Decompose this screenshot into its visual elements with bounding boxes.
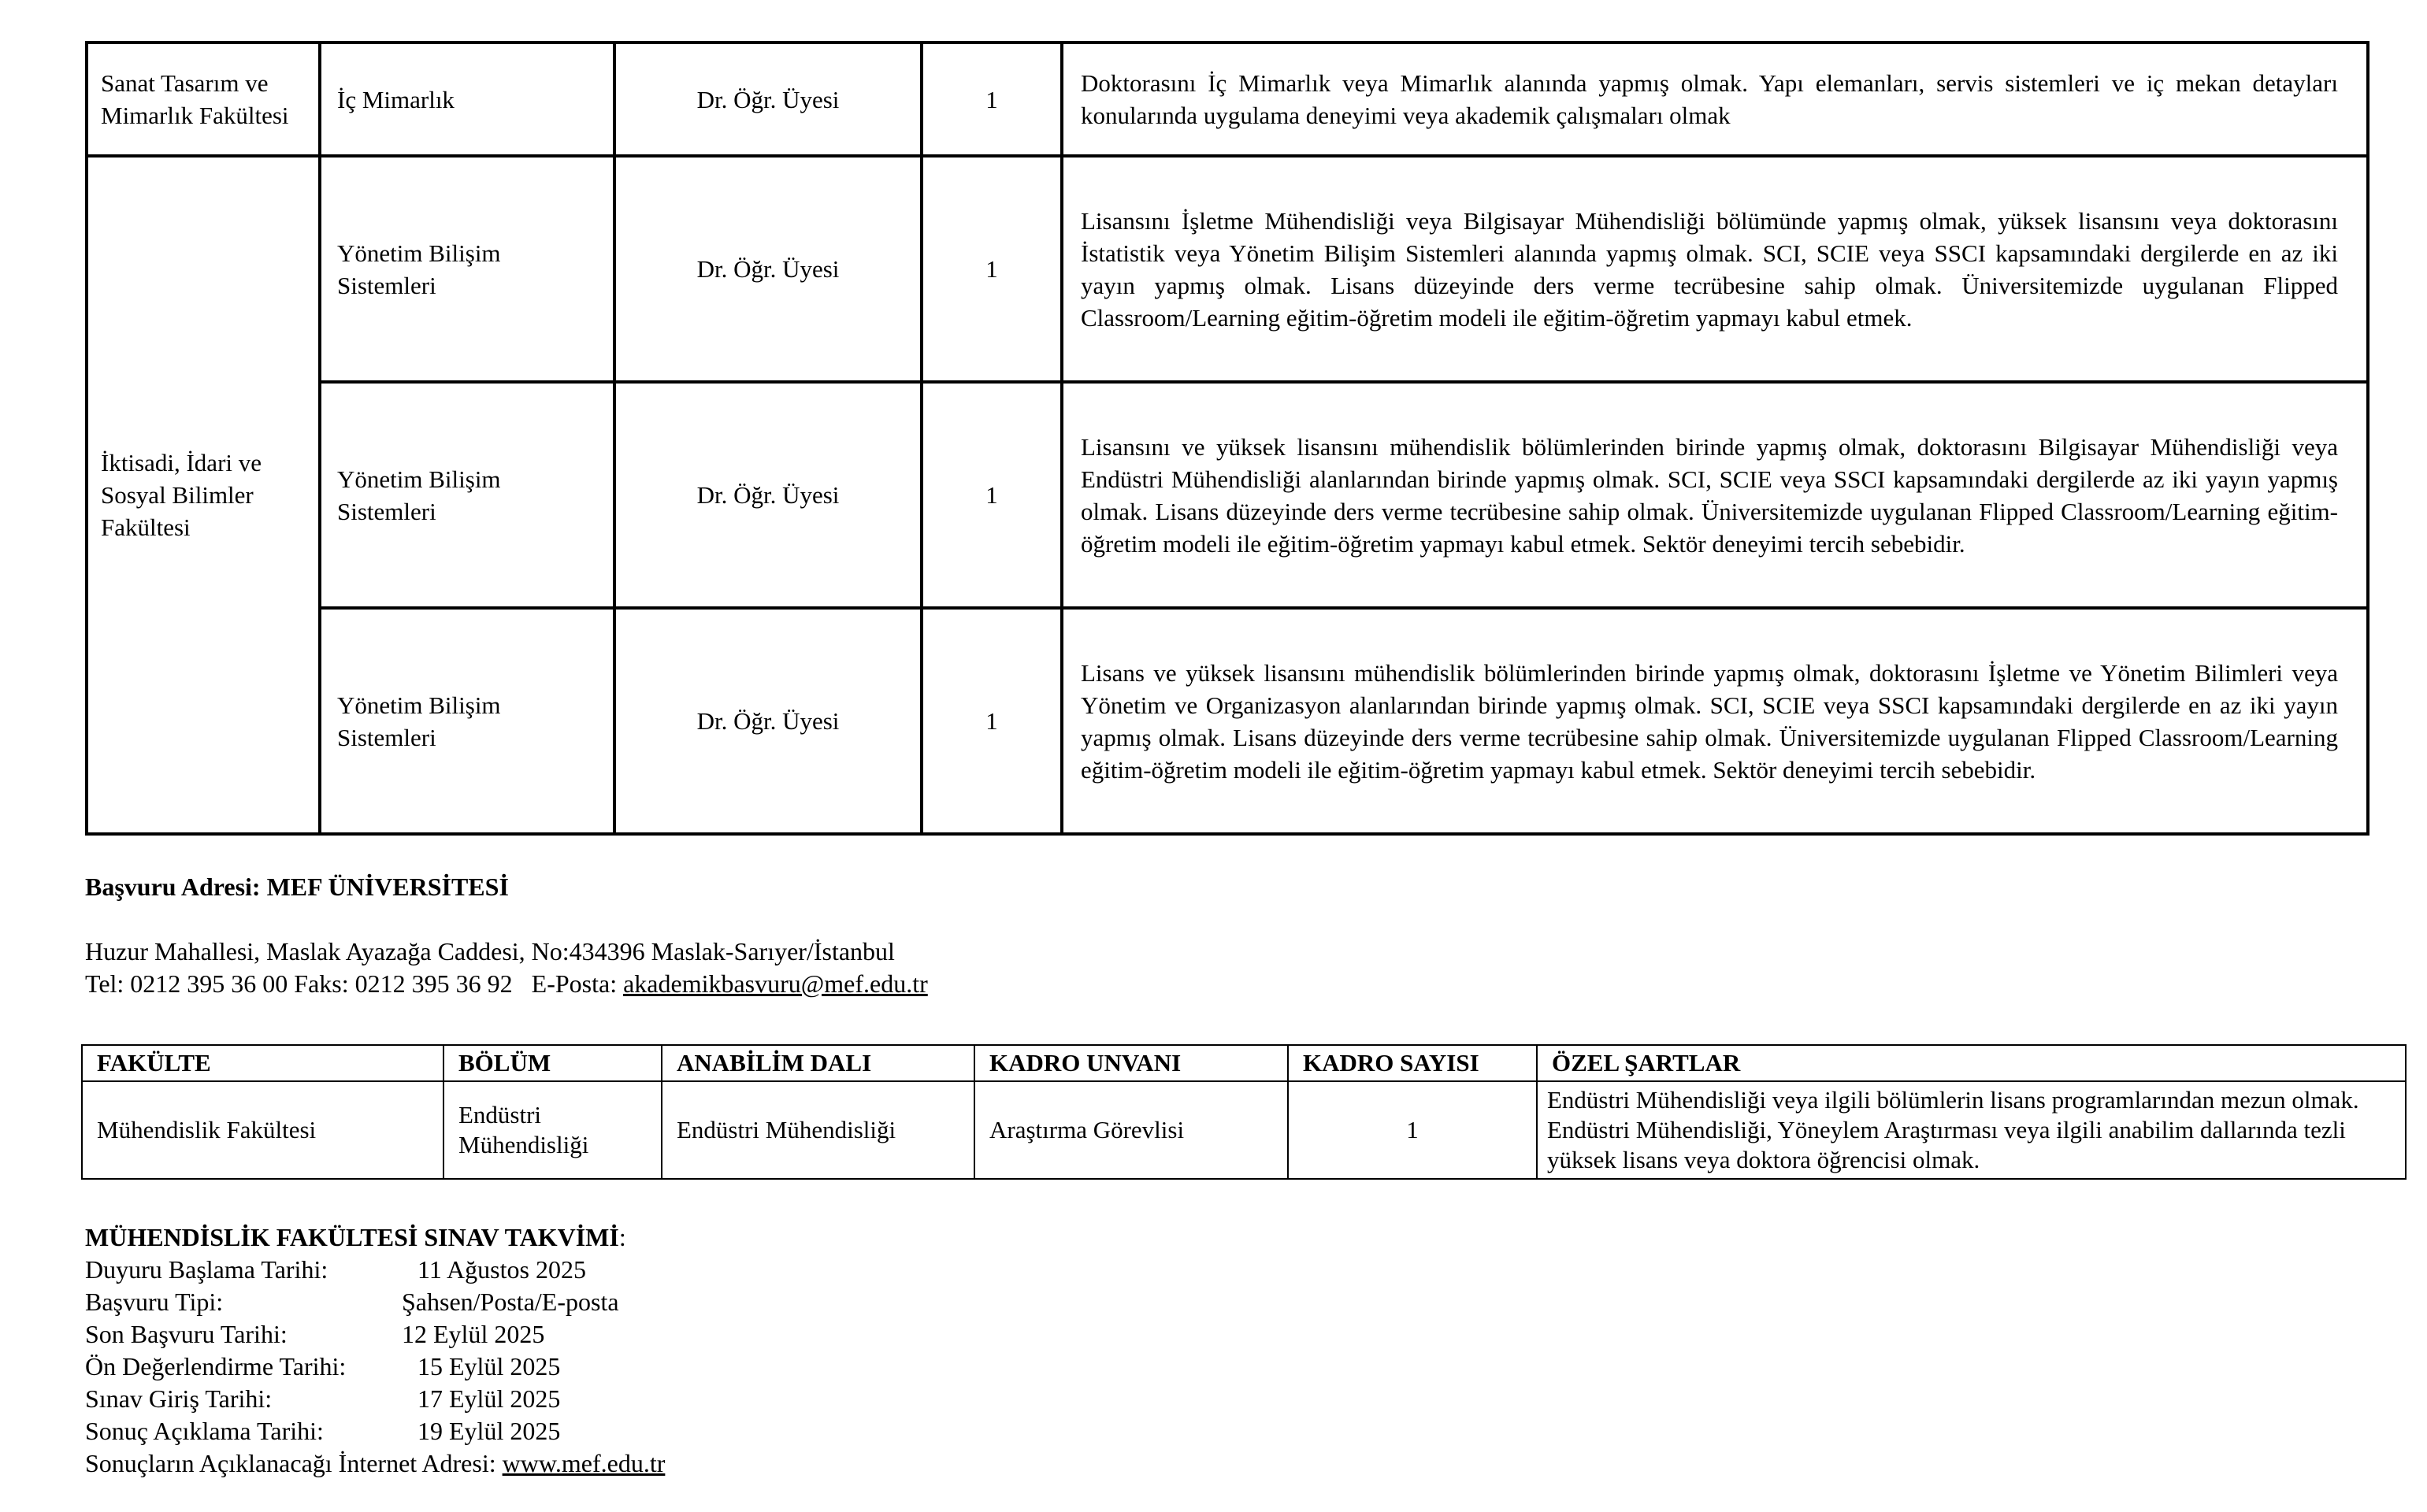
table-row <box>87 608 2368 834</box>
column-header: BÖLÜM <box>443 1045 662 1081</box>
discipline-cell: Endüstri Mühendisliği <box>662 1081 974 1179</box>
schedule-label: Sınav Giriş Tarihi: <box>85 1384 273 1413</box>
column-header: ANABİLİM DALI <box>662 1045 974 1081</box>
title-cell: Dr. Öğr. Üyesi <box>614 156 922 382</box>
column-header: FAKÜLTE <box>82 1045 443 1081</box>
department-cell: Yönetim Bilişim Sistemleri <box>320 382 614 608</box>
address-line: Huzur Mahallesi, Maslak Ayazağa Caddesi, No:434396 Maslak-Sarıyer/İstanbul <box>85 937 895 965</box>
table-header-row <box>82 1045 2406 1081</box>
schedule-item <box>85 1384 560 1414</box>
department-cell: İç Mimarlık <box>320 43 614 156</box>
table-row <box>82 1081 2406 1179</box>
title-cell: Dr. Öğr. Üyesi <box>614 43 922 156</box>
schedule-value: 12 Eylül 2025 <box>402 1320 545 1348</box>
title-cell: Dr. Öğr. Üyesi <box>614 382 922 608</box>
positions-table <box>85 41 2369 836</box>
schedule-value: 17 Eylül 2025 <box>417 1384 561 1413</box>
schedule-item <box>85 1417 560 1446</box>
faculty-cell: İktisadi, İdari ve Sosyal Bilimler Fakültesi <box>87 156 320 834</box>
application-address-heading: Başvuru Adresi: MEF ÜNİVERSİTESİ <box>85 873 509 901</box>
column-header: ÖZEL ŞARTLAR <box>1537 1045 2406 1081</box>
phone-fax-text: Tel: 0212 395 36 00 Faks: 0212 395 36 92 E-Posta: <box>85 969 624 998</box>
schedule-item <box>85 1320 544 1349</box>
requirements-cell: Lisansını İşletme Mühendisliği veya Bilgisayar Mühendisliği bölümünde yapmış olmak, yüksek lisansını veya doktorasını İstatistik veya Yönetim Bilişim Sistemleri alanında yapmış olmak. SCI, SCIE veya SSCI kapsamındaki dergilerde en az iki yayın yapmış olmak. Lisans düzeyinde ders verme tecrübesine sahip olmak. Üniversitemizde uygulanan Flipped Classroom/Learning eğitim-öğretim modeli ile eğitim-öğretim yapmayı kabul etmek. <box>1062 156 2368 382</box>
schedule-value: 15 Eylül 2025 <box>417 1352 561 1380</box>
email-link[interactable]: akademikbasvuru@mef.edu.tr <box>623 969 928 998</box>
department-cell: Endüstri Mühendisliği <box>443 1081 662 1179</box>
count-cell: 1 <box>1288 1081 1537 1179</box>
exam-schedule-heading <box>85 1223 626 1252</box>
requirements-cell: Lisans ve yüksek lisansını mühendislik bölümlerinden birinde yapmış olmak, doktorasını İşletme ve Yönetim Bilimleri veya Yönetim ve Organizasyon alanlarından birinde yapmış olmak. SCI, SCIE veya SSCI kapsamındaki dergilerde en az iki yayın yapmış olmak. Lisans düzeyinde ders verme tecrübesine sahip olmak. Üniversitemizde uygulanan Flipped Classroom/Learning eğitim-öğretim modeli ile eğitim-öğretim yapmayı kabul etmek. Sektör deneyimi tercih sebebidir. <box>1062 608 2368 834</box>
schedule-label: Duyuru Başlama Tarihi: <box>85 1255 328 1284</box>
table-row <box>87 156 2368 382</box>
results-address-line <box>85 1449 665 1478</box>
schedule-item <box>85 1288 619 1317</box>
column-header: KADRO SAYISI <box>1288 1045 1537 1081</box>
research-assistant-table <box>81 1044 2407 1180</box>
schedule-value: 19 Eylül 2025 <box>417 1417 561 1445</box>
column-header: KADRO UNVANI <box>974 1045 1288 1081</box>
faculty-cell: Sanat Tasarım ve Mimarlık Fakültesi <box>87 43 320 156</box>
table-row <box>87 43 2368 156</box>
schedule-value: Şahsen/Posta/E-posta <box>402 1288 619 1316</box>
count-cell: 1 <box>922 43 1062 156</box>
requirements-cell: Doktorasını İç Mimarlık veya Mimarlık alanında yapmış olmak. Yapı elemanları, servis sistemleri ve iç mekan detayları konularında uygulama deneyimi veya akademik çalışmaları olmak <box>1062 43 2368 156</box>
title-cell: Dr. Öğr. Üyesi <box>614 608 922 834</box>
schedule-item <box>85 1352 560 1381</box>
schedule-label: Son Başvuru Tarihi: <box>85 1320 288 1348</box>
schedule-label: Sonuç Açıklama Tarihi: <box>85 1417 324 1445</box>
results-label: Sonuçların Açıklanacağı İnternet Adresi: <box>85 1449 503 1477</box>
schedule-value: 11 Ağustos 2025 <box>417 1255 586 1284</box>
title-cell: Araştırma Görevlisi <box>974 1081 1288 1179</box>
count-cell: 1 <box>922 156 1062 382</box>
count-cell: 1 <box>922 382 1062 608</box>
table-row <box>87 382 2368 608</box>
requirements-cell: Lisansını ve yüksek lisansını mühendislik bölümlerinden birinde yapmış olmak, doktorasını Bilgisayar Mühendisliği veya Endüstri Mühendisliği alanlarından birinde yapmış olmak. SCI, SCIE veya SSCI kapsamındaki dergilerde az iki yayın yapmış olmak. Lisans düzeyinde ders verme tecrübesine sahip olmak. Üniversitemizde uygulanan Flipped Classroom/Learning eğitim-öğretim modeli ile eğitim-öğretim yapmayı kabul etmek. Sektör deneyimi tercih sebebidir. <box>1062 382 2368 608</box>
department-cell: Yönetim Bilişim Sistemleri <box>320 156 614 382</box>
schedule-label: Başvuru Tipi: <box>85 1288 224 1316</box>
faculty-cell: Mühendislik Fakültesi <box>82 1081 443 1179</box>
schedule-item <box>85 1255 586 1284</box>
results-url-link[interactable]: www.mef.edu.tr <box>502 1449 666 1477</box>
schedule-label: Ön Değerlendirme Tarihi: <box>85 1352 347 1380</box>
count-cell: 1 <box>922 608 1062 834</box>
heading-colon: : <box>618 1223 626 1251</box>
department-cell: Yönetim Bilişim Sistemleri <box>320 608 614 834</box>
contact-line <box>85 969 928 999</box>
requirements-cell: Endüstri Mühendisliği veya ilgili bölümlerin lisans programlarından mezun olmak. Endüstri Mühendisliği, Yöneylem Araştırması veya ilgili anabilim dallarında tezli yüksek lisans veya doktora öğrencisi olmak. <box>1537 1081 2406 1179</box>
exam-schedule-title: MÜHENDİSLİK FAKÜLTESİ SINAV TAKVİMİ <box>85 1223 619 1251</box>
